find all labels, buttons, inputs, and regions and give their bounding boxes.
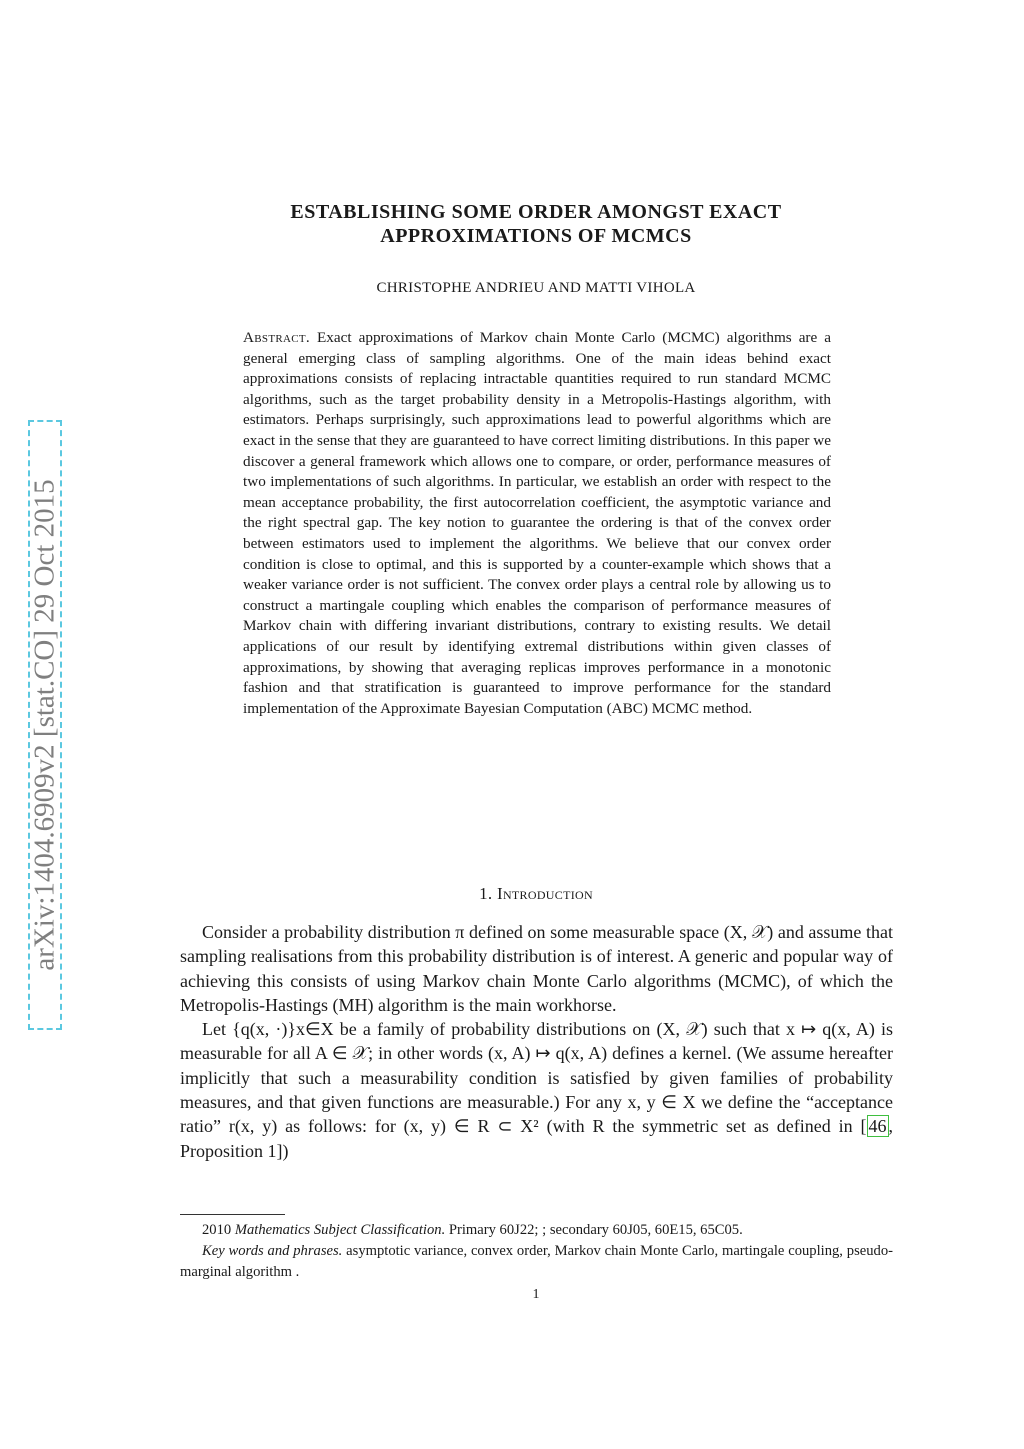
msc-year: 2010 <box>202 1222 232 1238</box>
paragraph-2-text: Let {q(x, ·)}x∈X be a family of probability distributions on (X, 𝒳) such that x ↦ q(x, A) is measurable for all A ∈ 𝒳; in other words (x, A) ↦ q(x, A) defines a kernel. (We assume hereafter implicitly that such a measurability condition is satisfied by given families of probability measures, and that given functions are measurable.) For any x, y ∈ X we define the “acceptance ratio” r(x, y) as follows: for (x, y) ∈ R ⊂ X² (with R the symmetric set as defined in [ <box>180 1019 893 1137</box>
footnote-rule <box>180 1214 285 1215</box>
paper-title <box>0 200 1024 248</box>
paragraph-1: Consider a probability distribution π defined on some measurable space (X, 𝒳) and assume that sampling realisations from this probability distribution is of interest. A generic and popular way of achieving this consists of using Markov chain Monte Carlo algorithms (MCMC), of which the Metropolis-Hastings (MH) algorithm is the main workhorse. <box>180 922 893 1015</box>
abstract-text: Exact approximations of Markov chain Monte Carlo (MCMC) algorithms are a general emerging class of sampling algorithms. One of the main ideas behind exact approximations consists of replacing intractable quantities required to run standard MCMC algorithms, such as the target probability density in a Metropolis-Hastings algorithm, with estimators. Perhaps surprisingly, such approximations lead to powerful algorithms which are exact in the sense that they are guaranteed to have correct limiting distributions. In this paper we discover a general framework which allows one to compare, or order, performance measures of two implementations of such algorithms. In particular, we establish an order with respect to the mean acceptance probability, the first autocorrelation coefficient, the asymptotic variance and the right spectral gap. The key notion to guarantee the ordering is that of the convex order between estimators used to implement the algorithms. We believe that our convex order condition is close to optimal, and this is supported by a counter-example which shows that a weaker variance order is not sufficient. The convex order plays a central role by allowing us to construct a martingale coupling which enables the comparison of performance measures of Markov chain with differing invariant distributions, contrary to existing results. We detail applications of our result by identifying extremal distributions within given classes of approximations, by showing that averaging replicas improves performance in a monotonic fashion and that stratification is guaranteed to improve performance for the standard implementation of the Approximate Bayesian Computation (ABC) MCMC method. <box>243 329 832 717</box>
citation-link[interactable]: 46 <box>868 1116 887 1137</box>
paragraph-2-end: , Proposition 1]) <box>180 1116 893 1161</box>
title-line-1: ESTABLISHING SOME ORDER AMONGST EXACT <box>290 201 782 223</box>
keywords-label: Key words and phrases. <box>202 1243 343 1259</box>
msc-label: Mathematics Subject Classification. <box>234 1222 446 1238</box>
page-number: 1 <box>532 1287 540 1302</box>
section-number: 1. <box>479 884 493 903</box>
keywords-text: asymptotic variance, convex order, Markov chain Monte Carlo, martingale coupling, pseudo-marginal algorithm . <box>180 1243 893 1280</box>
body-text <box>180 920 893 1163</box>
msc-text: Primary 60J22; ; secondary 60J05, 60E15, 65C05. <box>448 1222 743 1238</box>
authors: CHRISTOPHE ANDRIEU AND MATTI VIHOLA <box>376 280 696 296</box>
arxiv-stamp-text[interactable]: arXiv:1404.6909v2 [stat.CO] 29 Oct 2015 <box>28 479 61 971</box>
section-title: Introduction <box>497 884 593 903</box>
keywords-line <box>180 1241 893 1283</box>
section-heading <box>0 884 1024 904</box>
paragraph-2 <box>180 1017 893 1163</box>
msc-line <box>180 1220 893 1241</box>
abstract <box>243 328 831 719</box>
arxiv-stamp[interactable] <box>28 420 62 1030</box>
footnote <box>180 1220 893 1283</box>
abstract-label: Abstract. <box>243 329 310 346</box>
title-line-2: APPROXIMATIONS OF MCMCS <box>380 225 692 247</box>
